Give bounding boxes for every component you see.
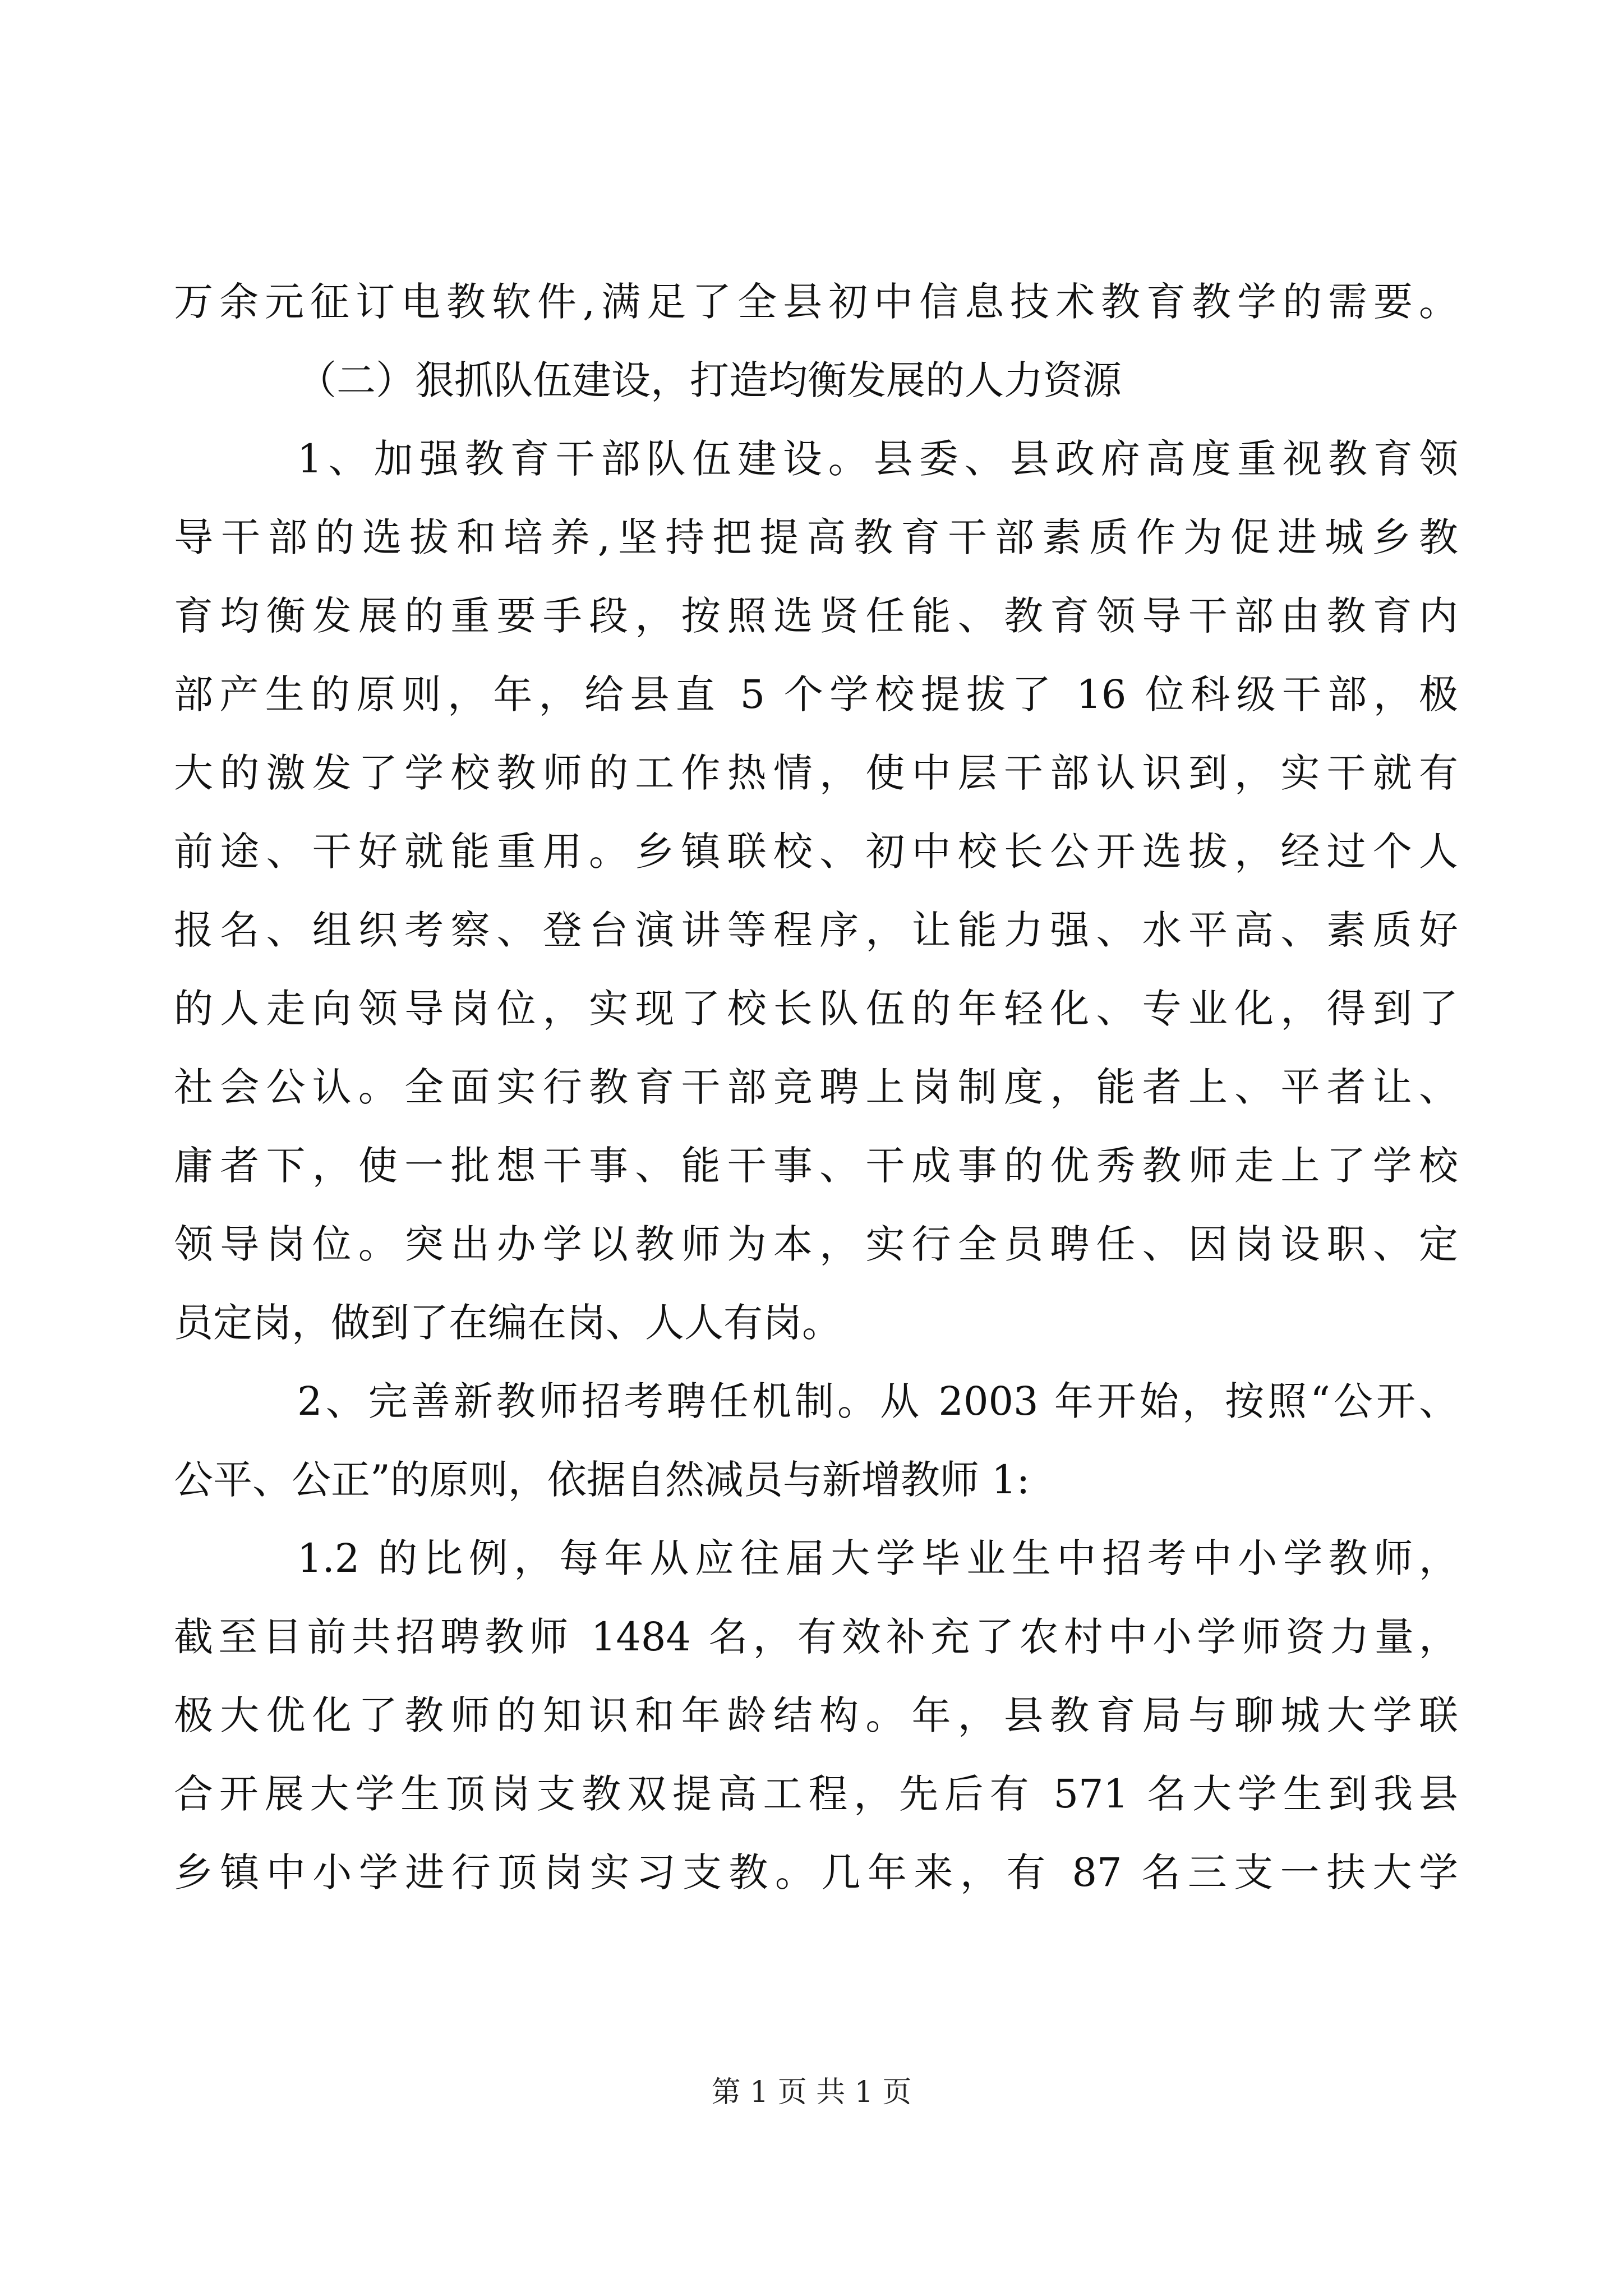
body-line: 1、加强教育干部队伍建设。县委、县政府高度重视教育领 <box>297 436 1458 482</box>
body-line: 极大优化了教师的知识和年龄结构。年，县教育局与聊城大学联 <box>174 1692 1458 1738</box>
body-line: 前途、干好就能重用。乡镇联校、初中校长公开选拔，经过个人 <box>174 829 1458 875</box>
body-line: 部产生的原则，年，给县直 5 个学校提拔了 16 位科级干部，极 <box>174 671 1458 717</box>
body-line: 乡镇中小学进行顶岗实习支教。几年来，有 87 名三支一扶大学 <box>174 1849 1458 1895</box>
body-line: 1.2 的比例，每年从应往届大学毕业生中招考中小学教师， <box>297 1535 1458 1581</box>
body-line: 育均衡发展的重要手段，按照选贤任能、教育领导干部由教育内 <box>174 593 1458 639</box>
body-line: 庸者下，使一批想干事、能干事、干成事的优秀教师走上了学校 <box>174 1143 1458 1189</box>
body-line: 大的激发了学校教师的工作热情，使中层干部认识到，实干就有 <box>174 750 1458 796</box>
body-line: 2、完善新教师招考聘任机制。从 2003 年开始，按照“公开、 <box>297 1378 1458 1424</box>
body-line: 导干部的选拔和培养,坚持把提高教育干部素质作为促进城乡教 <box>174 514 1458 560</box>
body-line: 公平、公正”的原则，依据自然减员与新增教师 1: <box>174 1457 1030 1503</box>
body-line: 社会公认。全面实行教育干部竞聘上岗制度，能者上、平者让、 <box>174 1064 1458 1110</box>
body-line: 合开展大学生顶岗支教双提高工程，先后有 571 名大学生到我县 <box>174 1771 1458 1817</box>
body-line: 报名、组织考察、登台演讲等程序，让能力强、水平高、素质好 <box>174 907 1458 953</box>
page-footer: 第 1 页 共 1 页 <box>711 2076 912 2109</box>
body-line: 截至目前共招聘教师 1484 名，有效补充了农村中小学师资力量， <box>174 1614 1458 1660</box>
body-line: 领导岗位。突出办学以教师为本，实行全员聘任、因岗设职、定 <box>174 1221 1458 1267</box>
body-line: 的人走向领导岗位，实现了校长队伍的年轻化、专业化，得到了 <box>174 986 1458 1032</box>
section-heading: （二）狠抓队伍建设，打造均衡发展的人力资源 <box>297 357 1122 403</box>
body-line: 员定岗，做到了在编在岗、人人有岗。 <box>174 1300 841 1346</box>
body-line: 万余元征订电教软件,满足了全县初中信息技术教育教学的需要。 <box>174 279 1458 325</box>
document-body <box>174 263 1458 1912</box>
